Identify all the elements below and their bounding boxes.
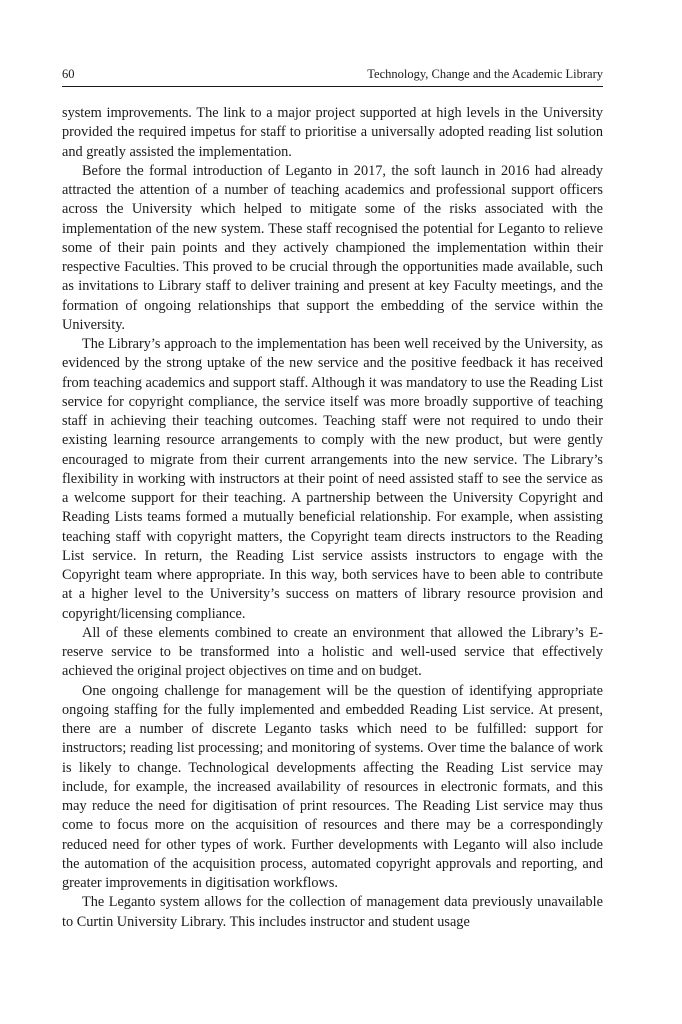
body-text xyxy=(62,104,603,932)
paragraph: The Leganto system allows for the collection of management data previously unavailable to Curtin University Library. This includes instructor and student usage xyxy=(62,894,603,930)
paragraph: All of these elements combined to create an environment that allowed the Library’s E-reserve service to be transformed into a holistic and well-used service that effectively achieved the original project objectives on time and on budget. xyxy=(62,624,603,680)
page-number: 60 xyxy=(62,67,75,81)
running-header xyxy=(62,65,603,83)
paragraph: system improvements. The link to a major project supported at high levels in the University provided the required impetus for staff to prioritise a universally adopted reading list solution and greatly assisted the implementation. xyxy=(62,105,603,160)
running-title: Technology, Change and the Academic Library xyxy=(367,67,603,81)
paragraph: The Library’s approach to the implementation has been well received by the University, as evidenced by the strong uptake of the new service and the positive feedback it has received from teaching academics and support staff. Although it was mandatory to use the Reading List service for copyright compliance, the service itself was more broadly supportive of teaching staff in achieving their teaching outcomes. Teaching staff were not required to undo their existing learning resource arrangements to comply with the new product, but were gently encouraged to migrate from their current arrangements into the new service. The Library’s flexibility in working with instructors at their point of need assisted staff to see the service as a welcome support for their teaching. A partnership between the University Copyright and Reading Lists teams formed a mutually beneficial relationship. For example, when assisting teaching staff with copyright matters, the Copyright team directs instructors to the Reading List service. In return, the Reading List service assists instructors to engage with the Copyright team where appropriate. In this way, both services have to been able to contribute at a higher level to the University’s success on matters of library resource provision and copyright/licensing compliance. xyxy=(62,336,603,622)
paragraph: Before the formal introduction of Leganto in 2017, the soft launch in 2016 had already attracted the attention of a number of teaching academics and professional support officers across the University which helped to mitigate some of the risks associated with the implementation of the new system. These staff recognised the potential for Leganto to relieve some of their pain points and they actively championed the implementation within their respective Faculties. This proved to be crucial through the opportunities made available, such as invitations to Library staff to deliver training and present at key Faculty meetings, and the formation of ongoing relationships that support the embedding of the service within the University. xyxy=(62,162,603,333)
header-rule xyxy=(62,86,603,87)
paragraph: One ongoing challenge for management will be the question of identifying appropriate ongoing staffing for the fully implemented and embedded Reading List service. At present, there are a number of discrete Leganto tasks which need to be fulfilled: support for instructors; reading list processing; and monitoring of systems. Over time the balance of work is likely to change. Technological developments affecting the Reading List service may include, for example, the increased availability of resources in electronic formats, and this may reduce the need for digitisation of print resources. The Reading List service may thus come to focus more on the acquisition of resources and there may be a correspondingly reduced need for other types of work. Further developments with Leganto will also include the automation of the acquisition process, automated copyright approvals and reporting, and greater improvements in digitisation workflows. xyxy=(62,682,603,891)
